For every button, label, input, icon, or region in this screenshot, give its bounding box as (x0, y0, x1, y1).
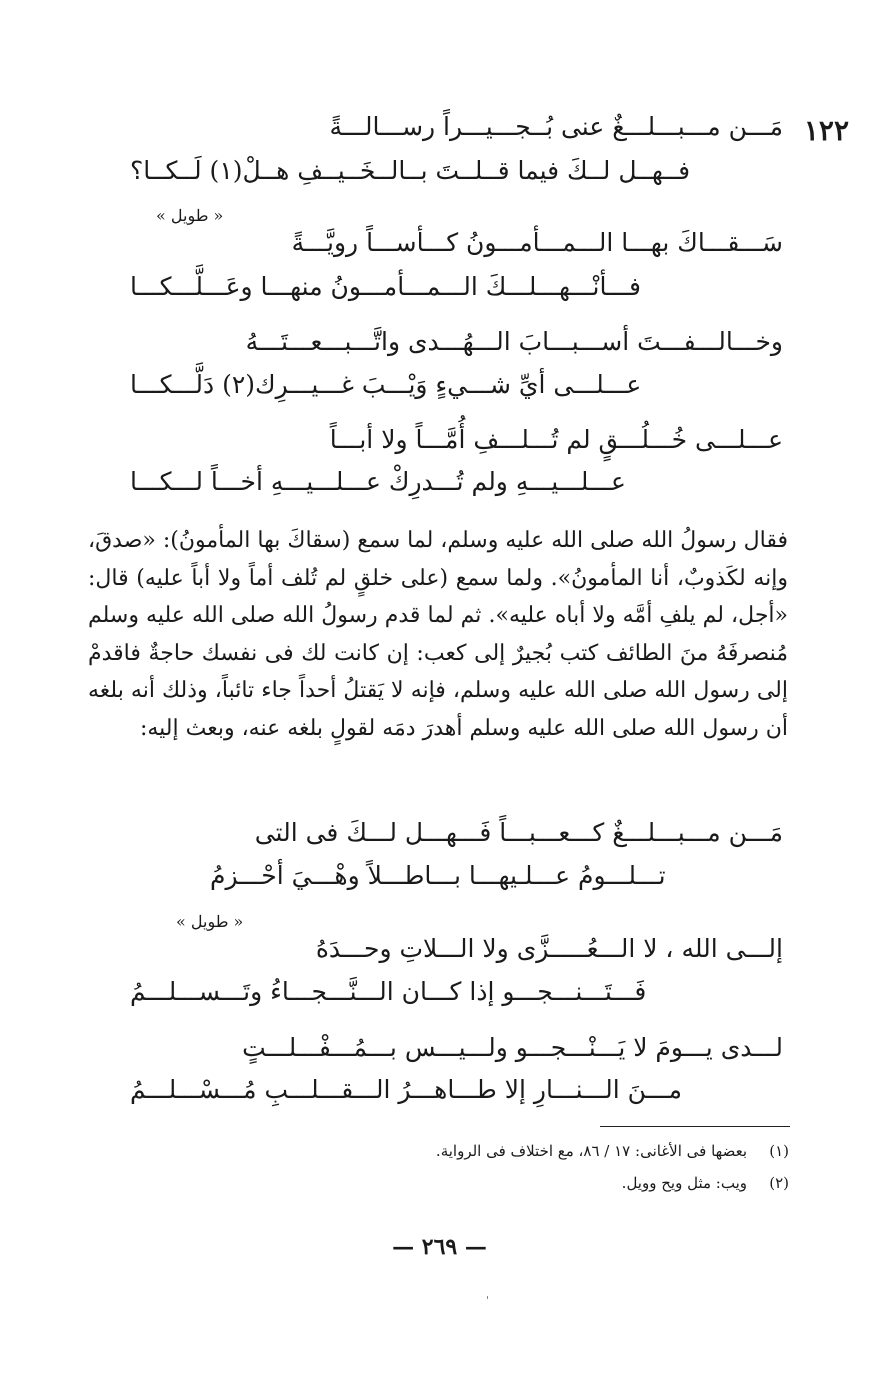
verse-hemistich-second: فــهــل لــكَ فيما قــلــتَ بــالــخَــيــفِ هــلْ(١) لَــكــا؟ (130, 156, 691, 185)
meter-label: « طويل » (176, 912, 244, 931)
verse-hemistich-first: إلـــى الله ، لا الـــعُـــــزَّى ولا الـــلاتِ وحـــدَهُ (315, 934, 783, 963)
footnote-number: (١) (769, 1142, 789, 1160)
verse-hemistich-first: لـــدى يـــومَ لا يَـــنْـــجـــو ولـــيـــس بـــمُـــفْـــلـــتٍ (242, 1033, 783, 1062)
prose-text: فقال رسولُ الله صلى الله عليه وسلم، لما سمع (سقاكَ بها المأمونُ): «صدقَ، وإنه لكَذوبٌ، أنا المأمونُ». ولما سمع (على خلقٍ لم تُلف أماً ولا أباً عليه) قال: «أجل، لم يلفِ أمَّه ولا أباه عليه». ثم لما قدم رسولُ الله صلى الله عليه وسلم مُنصرفَهُ منَ الطائف كتب بُجيرٌ إلى كعب: إن كانت لك فى نفسك حاجةٌ فاقدمْ إلى رسول الله صلى الله عليه وسلم، فإنه لا يَقتلُ أحداً جاء تائباً، وذلك أنه بلغه أن رسول الله صلى الله عليه وسلم أهدرَ دمَه لقولٍ بلغه عنه، وبعث إليه: (87, 528, 788, 741)
footnote (436, 1142, 789, 1160)
scan-speck (487, 1296, 488, 1299)
footnote (622, 1174, 789, 1192)
poem-number: ١٢٢ (803, 114, 849, 147)
verse-hemistich-first: سَـــقـــاكَ بهـــا الـــمـــأمـــونُ كـــأســـاً رويَّـــةً (291, 228, 783, 257)
verse-hemistich-second: فـــأنْـــهـــلـــكَ الـــمـــأمـــونُ منهـــا وعَـــلَّـــكـــا (130, 272, 641, 301)
footnote-text: ويب: مثل ويح وويل. (621, 1174, 747, 1192)
verse-hemistich-second: فَـــتَـــنـــجـــو إذا كـــان الـــنَّـــجـــاءُ وتَـــســـلـــمُ (130, 977, 647, 1006)
prose-paragraph (88, 522, 788, 747)
verse-hemistich-second: عـــلـــى أيِّ شـــيءٍ وَيْـــبَ غـــيـــرِك(٢) دَلَّـــكـــا (130, 370, 642, 399)
verse-hemistich-first: مَـــن مـــبـــلـــغٌ كـــعـــبـــاً فَـــهـــل لـــكَ فى التى (254, 818, 783, 847)
footnote-number: (٢) (769, 1174, 789, 1192)
meter-label: « طويل » (156, 206, 224, 225)
footnote-divider (600, 1126, 790, 1127)
page-number: — ٢٦٩ — (392, 1234, 487, 1260)
verse-hemistich-first: وخـــالـــفـــتَ أســـبـــابَ الـــهُـــدى واتَّـــبـــعـــتَـــهُ (245, 327, 783, 356)
verse-hemistich-second: عـــلـــيـــهِ ولم تُـــدرِكْ عـــلـــيـــهِ أخـــاً لـــكـــا (130, 467, 626, 496)
verse-hemistich-first: عـــلـــى خُـــلُـــقٍ لم تُـــلـــفِ أُمَّـــاً ولا أبـــاً (329, 425, 783, 454)
verse-hemistich-second: مـــنَ الـــنـــارِ إلا طـــاهـــرُ الـــقـــلـــبِ مُـــسْـــلـــمُ (130, 1075, 682, 1104)
verse-hemistich-first: مَـــن مـــبـــلـــغٌ عنى بُــجـــيـــراً رســـالـــةً (329, 112, 783, 141)
verse-hemistich-second: تـــلـــومُ عـــلـيهـــا بـــاطـــلاً وهْـــيَ أحْـــزمُ (210, 861, 666, 890)
footnote-text: بعضها فى الأغانى: ١٧ / ٨٦، مع اختلاف فى الرواية. (435, 1142, 747, 1160)
